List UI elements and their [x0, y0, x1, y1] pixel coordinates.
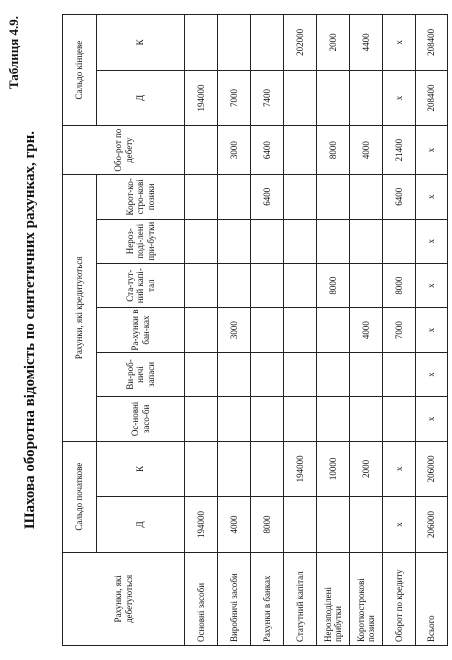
table-cell: 6400	[383, 175, 416, 219]
table-cell	[350, 397, 383, 441]
table-cell	[317, 70, 350, 126]
table-cell	[251, 308, 284, 352]
table-cell	[350, 352, 383, 396]
table-cell	[218, 441, 251, 497]
table-cell: 194000	[284, 441, 317, 497]
table-cell: x	[416, 263, 448, 307]
table-cell	[218, 175, 251, 219]
table-cell: 7400	[251, 70, 284, 126]
table-cell	[185, 175, 218, 219]
table-cell	[251, 441, 284, 497]
table-cell	[284, 352, 317, 396]
col-header-share-capital: Ста-тут-ний капі-тал	[97, 263, 185, 307]
table-cell	[251, 263, 284, 307]
table-cell	[284, 308, 317, 352]
table-cell	[284, 126, 317, 175]
turnover-table	[62, 14, 448, 646]
table-cell	[383, 219, 416, 263]
table-cell	[350, 219, 383, 263]
col-header-bank-accounts: Ра-хунки в бан-ках	[97, 308, 185, 352]
table-row	[317, 15, 350, 646]
table-cell: x	[383, 497, 416, 553]
table-cell: 3000	[218, 126, 251, 175]
table-cell	[185, 263, 218, 307]
row-label: Рахунки в банках	[251, 552, 284, 645]
closing-credit-header: К	[97, 15, 185, 71]
col-header-fixed-assets: Ос-новні засо-би	[97, 397, 185, 441]
table-cell	[383, 397, 416, 441]
table-cell	[218, 15, 251, 71]
table-cell	[350, 175, 383, 219]
table-cell: 208400	[416, 70, 448, 126]
table-cell: 4400	[350, 15, 383, 71]
table-cell	[218, 219, 251, 263]
row-label: Короткострокові позики	[350, 552, 383, 645]
table-cell: x	[416, 352, 448, 396]
table-cell	[251, 15, 284, 71]
table-cell: 206000	[416, 497, 448, 553]
table-cell: x	[416, 175, 448, 219]
table-cell: 6400	[251, 126, 284, 175]
col-header-retained-earnings: Нероз-поді-лені при-бутки	[97, 219, 185, 263]
table-cell: 4000	[350, 308, 383, 352]
closing-balance-header: Сальдо кінцеве	[63, 15, 97, 126]
table-cell	[218, 263, 251, 307]
opening-balance-header: Сальдо початкове	[63, 441, 97, 552]
table-cell	[185, 352, 218, 396]
table-cell	[284, 70, 317, 126]
table-cell: 2000	[350, 441, 383, 497]
table-cell: x	[416, 126, 448, 175]
closing-debit-header: Д	[97, 70, 185, 126]
table-cell	[284, 497, 317, 553]
row-label: Всього	[416, 552, 448, 645]
table-row	[218, 15, 251, 646]
table-row	[416, 15, 448, 646]
table-row	[185, 15, 218, 646]
table-cell: x	[416, 397, 448, 441]
table-cell	[317, 219, 350, 263]
table-cell	[383, 352, 416, 396]
opening-credit-header: К	[97, 441, 185, 497]
col-header-short-term-loans: Корот-ко-стро-кові позики	[97, 175, 185, 219]
table-cell	[317, 497, 350, 553]
table-cell	[284, 263, 317, 307]
table-cell	[350, 70, 383, 126]
table-cell	[185, 15, 218, 71]
table-row	[350, 15, 383, 646]
table-cell: 8000	[317, 126, 350, 175]
table-cell: 3000	[218, 308, 251, 352]
table-cell	[185, 219, 218, 263]
table-cell	[185, 397, 218, 441]
table-cell	[218, 397, 251, 441]
table-cell	[317, 352, 350, 396]
table-cell	[185, 126, 218, 175]
table-label: Таблиця 4.9.	[6, 16, 21, 90]
table-cell: x	[383, 15, 416, 71]
table-cell	[350, 263, 383, 307]
table-cell: x	[416, 219, 448, 263]
table-cell: x	[416, 308, 448, 352]
table-cell: 4000	[218, 497, 251, 553]
table-cell: 10000	[317, 441, 350, 497]
table-cell: 2000	[317, 15, 350, 71]
table-cell	[317, 397, 350, 441]
table-cell: 7000	[218, 70, 251, 126]
row-header-cell: Рахунки, які дебетуються	[63, 552, 185, 645]
table-cell: 8000	[317, 263, 350, 307]
table-cell	[185, 441, 218, 497]
table-row	[284, 15, 317, 646]
row-label: Виробничі засоби	[218, 552, 251, 645]
table-cell	[251, 219, 284, 263]
row-label: Нерозподілені прибутки	[317, 552, 350, 645]
table-cell	[251, 352, 284, 396]
table-cell	[218, 352, 251, 396]
table-cell: 202000	[284, 15, 317, 71]
col-header-inventories: Ви-роб-ничі запаси	[97, 352, 185, 396]
row-label: Оборот по кредиту	[383, 552, 416, 645]
row-label: Статутний капітал	[284, 552, 317, 645]
table-cell	[350, 497, 383, 553]
debit-turnover-header: Обо-рот по дебету	[63, 126, 185, 175]
table-cell: 21400	[383, 126, 416, 175]
table-cell: 6400	[251, 175, 284, 219]
table-cell	[284, 175, 317, 219]
page-title: Шахова оборотна відомість по синтетичних рахунках, грн.	[22, 131, 38, 529]
credit-accounts-header: Рахунки, які кредитуються	[63, 175, 97, 442]
table-cell: x	[383, 70, 416, 126]
table-cell: 194000	[185, 497, 218, 553]
table-cell: 206000	[416, 441, 448, 497]
table-cell	[185, 308, 218, 352]
table-cell: 208400	[416, 15, 448, 71]
table-cell	[317, 175, 350, 219]
table-row	[251, 15, 284, 646]
table-cell	[284, 397, 317, 441]
table-cell: 8000	[251, 497, 284, 553]
table-cell: 194000	[185, 70, 218, 126]
table-cell	[251, 397, 284, 441]
row-label: Основні засоби	[185, 552, 218, 645]
table-cell	[284, 219, 317, 263]
table-cell: 8000	[383, 263, 416, 307]
table-cell: 4000	[350, 126, 383, 175]
table-cell	[317, 308, 350, 352]
table-row	[383, 15, 416, 646]
table-cell: 7000	[383, 308, 416, 352]
table-cell: x	[383, 441, 416, 497]
opening-debit-header: Д	[97, 497, 185, 553]
